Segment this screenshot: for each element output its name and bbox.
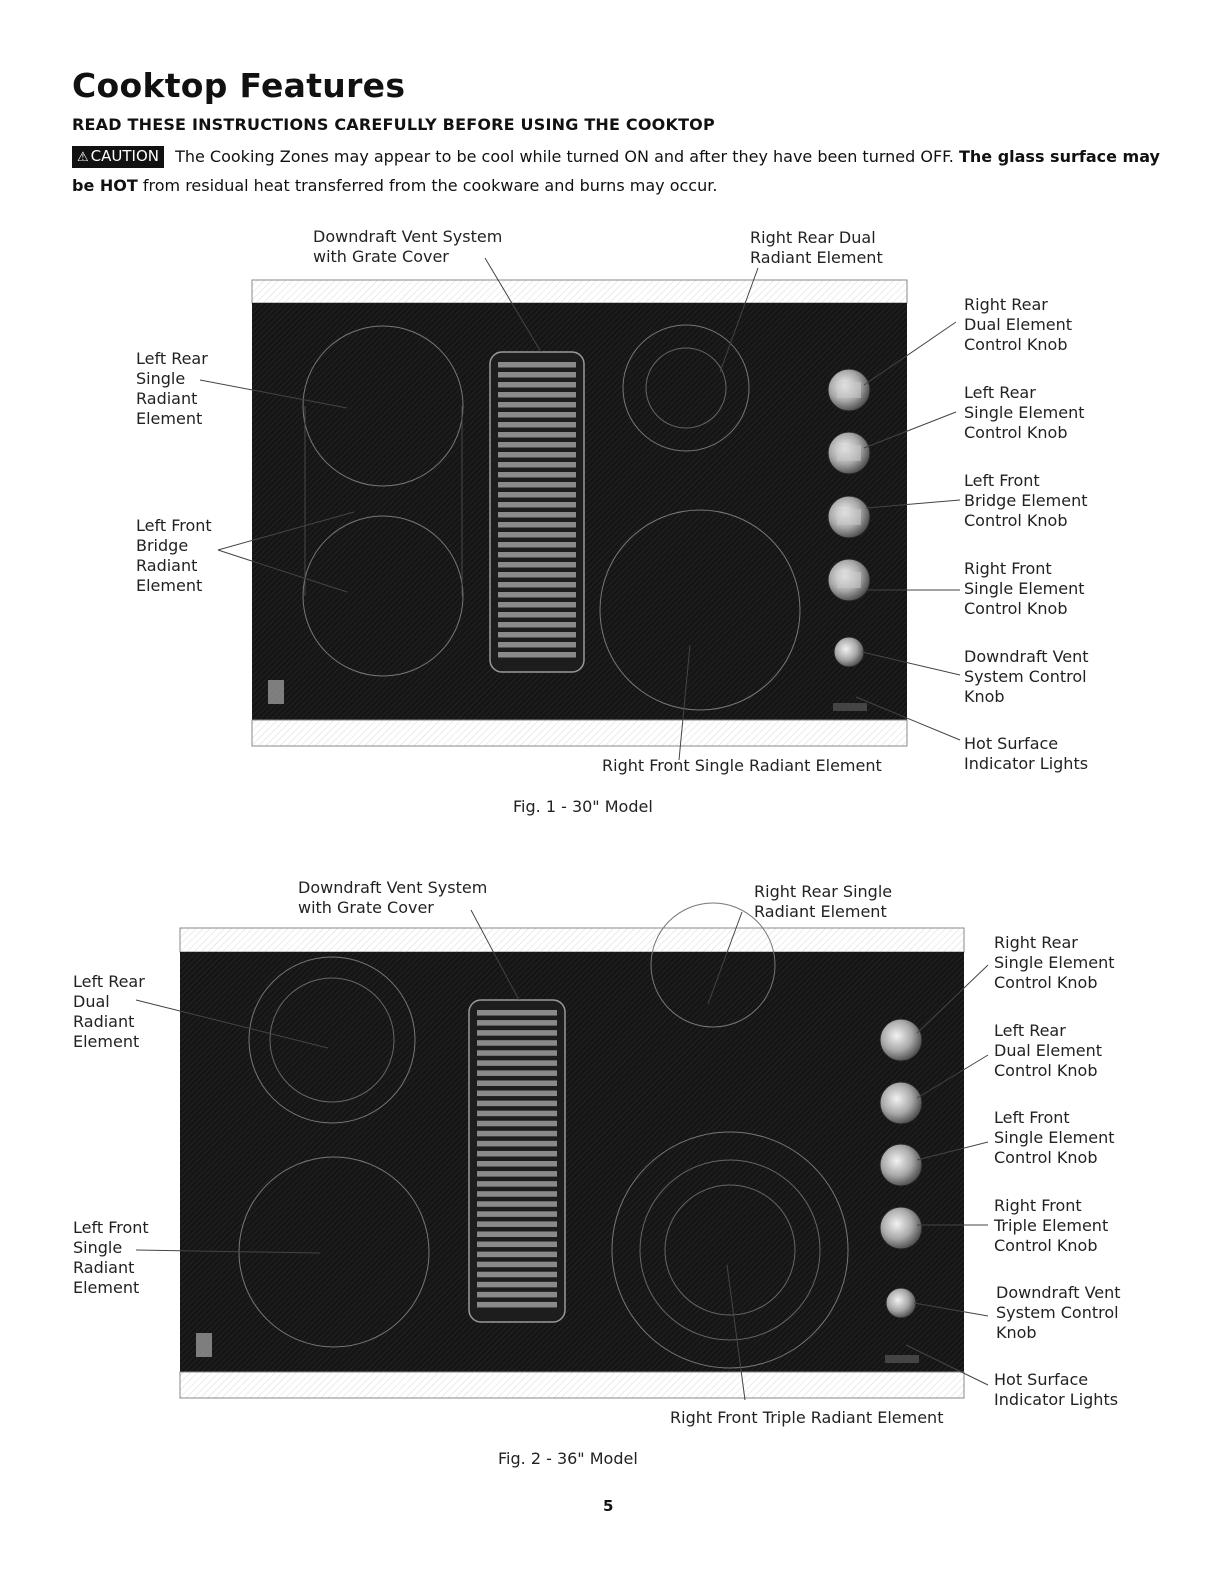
grate-slat (498, 382, 576, 388)
fig1-knob-vent-label: Downdraft Vent System Control Knob (964, 647, 1089, 706)
grate-slat (477, 1040, 557, 1046)
grate-slat (498, 622, 576, 628)
grate-slat (498, 362, 576, 368)
fig2-left-rear-label: Left Rear Dual Radiant Element (73, 972, 145, 1051)
fig2-knob-vent-label: Downdraft Vent System Control Knob (996, 1283, 1121, 1342)
hot-surface-lights (885, 1355, 919, 1363)
fig2-knob-rr-label: Right Rear Single Element Control Knob (994, 933, 1115, 992)
grate-slat (498, 562, 576, 568)
knob-left-front (880, 1144, 922, 1186)
grate-slat (477, 1151, 557, 1157)
fig2-knob-lf-label: Left Front Single Element Control Knob (994, 1108, 1115, 1167)
grate-slat (498, 592, 576, 598)
grate-slat (477, 1272, 557, 1278)
fig2-hot-lights-label: Hot Surface Indicator Lights (994, 1370, 1119, 1409)
cooktop-trim-bottom (252, 720, 907, 746)
grate-slat (498, 602, 576, 608)
grate-slat (477, 1201, 557, 1207)
grate-slat (477, 1302, 557, 1308)
grate-slat (498, 462, 576, 468)
page-title: Cooktop Features (72, 66, 406, 105)
grate-slat (477, 1050, 557, 1056)
fig1-knob-lf-label: Left Front Bridge Element Control Knob (964, 471, 1088, 530)
page-number: 5 (603, 1497, 614, 1515)
warning-triangle-icon: ⚠ (77, 150, 89, 165)
fig1-right-rear-label: Right Rear Dual Radiant Element (750, 228, 883, 267)
brand-logo (196, 1333, 212, 1357)
grate-slat (498, 612, 576, 618)
grate-slat (477, 1221, 557, 1227)
cooktop-trim-bottom (180, 1372, 964, 1398)
grate-slat (498, 392, 576, 398)
grate-slat (498, 542, 576, 548)
grate-slat (498, 502, 576, 508)
grate-slat (477, 1121, 557, 1127)
grate-slat (477, 1030, 557, 1036)
fig1-vent-label: Downdraft Vent System with Grate Cover (313, 227, 503, 266)
instructions-subheading: READ THESE INSTRUCTIONS CAREFULLY BEFORE USING THE COOKTOP (72, 115, 715, 134)
fig1-knob-lr-label: Left Rear Single Element Control Knob (964, 383, 1085, 442)
grate-slat (477, 1242, 557, 1248)
grate-slat (498, 482, 576, 488)
grate-slat (477, 1020, 557, 1026)
grate-slat (477, 1292, 557, 1298)
knob-vent (834, 637, 864, 667)
grate-slat (477, 1141, 557, 1147)
brand-logo (268, 680, 284, 704)
warning-bold-text: The glass surface may be HOT (72, 147, 1160, 195)
warning-text: The Cooking Zones may appear to be cool while turned ON and after they have been turned OFF. (175, 147, 954, 166)
fig1-knob-rr-label: Right Rear Dual Element Control Knob (964, 295, 1073, 354)
grate-slat (498, 442, 576, 448)
grate-slat (477, 1231, 557, 1237)
fig2-knob-lr-label: Left Rear Dual Element Control Knob (994, 1021, 1103, 1080)
cooktop-trim-top (252, 280, 907, 303)
grate-slat (477, 1010, 557, 1016)
grate-slat (477, 1191, 557, 1197)
grate-slat (477, 1131, 557, 1137)
grate-slat (498, 492, 576, 498)
grate-slat (498, 422, 576, 428)
grate-slat (498, 472, 576, 478)
warning-tail-text: from residual heat transferred from the cookware and burns may occur. (142, 176, 718, 195)
grate-slat (477, 1161, 557, 1167)
grate-slat (477, 1282, 557, 1288)
fig2-vent-label: Downdraft Vent System with Grate Cover (298, 878, 488, 917)
grate-slat (498, 552, 576, 558)
grate-slat (477, 1070, 557, 1076)
grate-slat (477, 1171, 557, 1177)
grate-slat (498, 412, 576, 418)
grate-slat (498, 452, 576, 458)
vent-grate (490, 352, 584, 672)
fig2-right-front-label: Right Front Triple Radiant Element (670, 1408, 944, 1427)
grate-slat (498, 532, 576, 538)
grate-slat (477, 1252, 557, 1258)
fig1-knob-rf-label: Right Front Single Element Control Knob (964, 559, 1085, 618)
hot-surface-lights (833, 703, 867, 711)
caution-badge-label: CAUTION (90, 147, 159, 165)
grate-slat (477, 1111, 557, 1117)
knob-vent (886, 1288, 916, 1318)
knob-left-rear (880, 1082, 922, 1124)
knob-right-front (880, 1207, 922, 1249)
grate-slat (498, 372, 576, 378)
fig1-hot-lights-label: Hot Surface Indicator Lights (964, 734, 1089, 773)
fig1-left-front-label: Left Front Bridge Radiant Element (136, 516, 212, 595)
grate-slat (498, 522, 576, 528)
vent-grate (469, 1000, 565, 1322)
knob-right-rear (880, 1019, 922, 1061)
cooktop-trim-top (180, 928, 964, 952)
grate-slat (498, 582, 576, 588)
grate-slat (498, 572, 576, 578)
cooktop-glass (180, 952, 964, 1372)
grate-slat (498, 632, 576, 638)
grate-slat (477, 1181, 557, 1187)
grate-slat (498, 402, 576, 408)
fig2-caption: Fig. 2 - 36" Model (498, 1449, 638, 1468)
fig1-right-front-label: Right Front Single Radiant Element (602, 756, 882, 775)
grate-slat (477, 1091, 557, 1097)
fig2-knob-rf-label: Right Front Triple Element Control Knob (994, 1196, 1109, 1255)
grate-slat (477, 1262, 557, 1268)
grate-slat (477, 1060, 557, 1066)
grate-slat (477, 1080, 557, 1086)
grate-slat (477, 1101, 557, 1107)
grate-slat (498, 432, 576, 438)
fig1-left-rear-label: Left Rear Single Radiant Element (136, 349, 208, 428)
grate-slat (498, 512, 576, 518)
fig2-left-front-label: Left Front Single Radiant Element (73, 1218, 149, 1297)
fig2-right-rear-label: Right Rear Single Radiant Element (754, 882, 893, 921)
grate-slat (477, 1211, 557, 1217)
fig1-caption: Fig. 1 - 30" Model (513, 797, 653, 816)
grate-slat (498, 642, 576, 648)
grate-slat (498, 652, 576, 658)
